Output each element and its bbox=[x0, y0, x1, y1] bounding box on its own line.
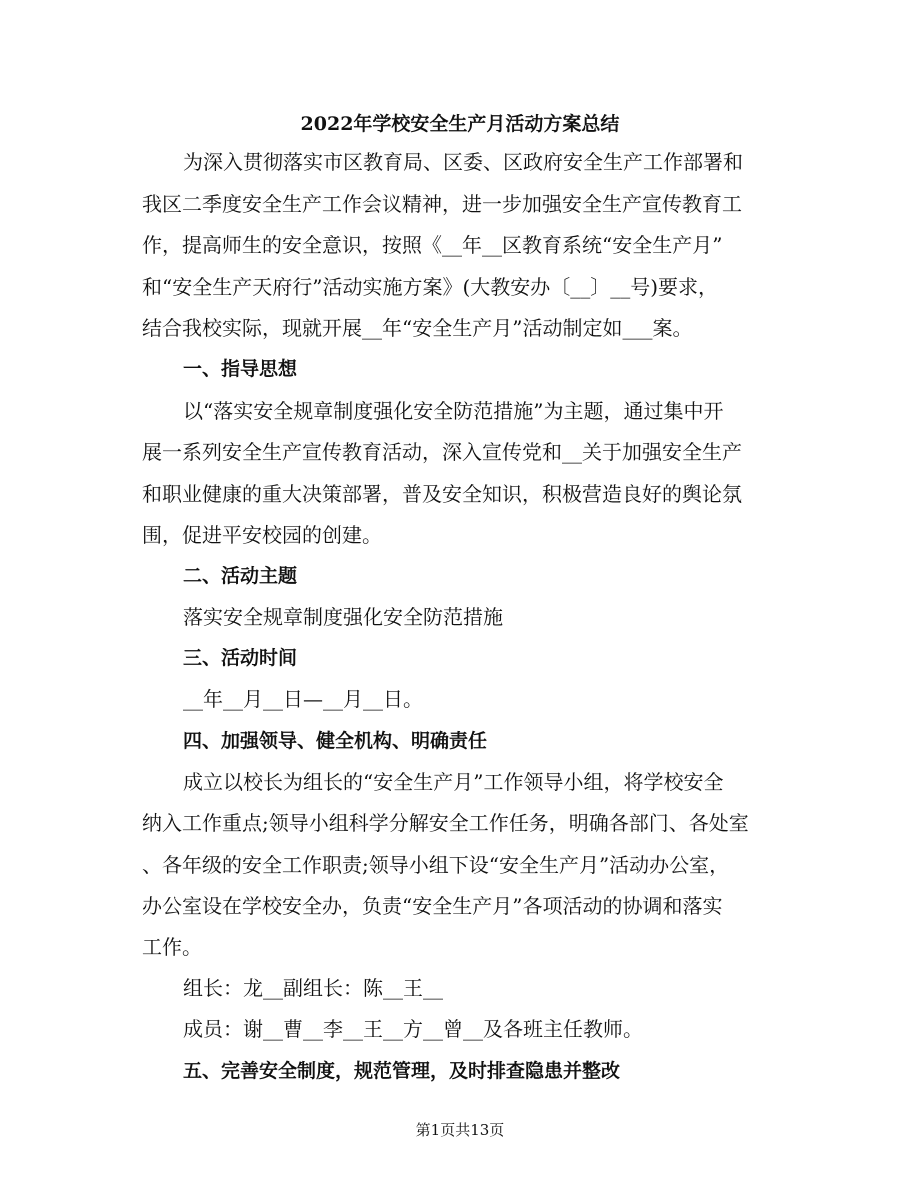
paragraph-line: 结合我校实际，现就开展__年“安全生产月”活动制定如___案。 bbox=[142, 316, 693, 340]
paragraph-line: 展一系列安全生产宣传教育活动，深入宣传党和__关于加强安全生产 bbox=[142, 440, 742, 464]
paragraph-line: 组长：龙__副组长：陈__王__ bbox=[183, 976, 443, 1000]
paragraph-line: 工作。 bbox=[142, 935, 202, 959]
paragraph-line: 和职业健康的重大决策部署，普及安全知识，积极营造良好的舆论氛 bbox=[142, 482, 742, 506]
section-heading: 三、活动时间 bbox=[183, 647, 298, 669]
section-heading: 二、活动主题 bbox=[183, 565, 298, 587]
paragraph-line: __年__月__日—__月__日。 bbox=[183, 687, 423, 711]
section-heading: 五、完善安全制度，规范管理，及时排查隐患并整改 bbox=[183, 1060, 621, 1082]
paragraph-line: 围，促进平安校园的创建。 bbox=[142, 523, 382, 547]
paragraph-line: 成立以校长为组长的“安全生产月”工作领导小组，将学校安全 bbox=[183, 770, 724, 794]
page-number: 第1页共13页 bbox=[415, 1121, 505, 1139]
section-heading: 四、加强领导、健全机构、明确责任 bbox=[183, 730, 488, 752]
document-title: 2022年学校安全生产月活动方案总结 bbox=[300, 113, 620, 135]
paragraph-line: 为深入贯彻落实市区教育局、区委、区政府安全生产工作部署和 bbox=[183, 150, 743, 174]
paragraph-line: 和“安全生产天府行”活动实施方案》(大教安办〔__〕__号)要求， bbox=[142, 275, 719, 299]
paragraph-line: 落实安全规章制度强化安全防范措施 bbox=[183, 605, 503, 629]
paragraph-line: 成员：谢__曹__李__王__方__曾__及各班主任教师。 bbox=[183, 1017, 643, 1041]
paragraph-line: 办公室设在学校安全办，负责“安全生产月”各项活动的协调和落实 bbox=[142, 894, 723, 918]
paragraph-line: 我区二季度安全生产工作会议精神，进一步加强安全生产宣传教育工 bbox=[142, 192, 742, 216]
paragraph-line: 、各年级的安全工作职责;领导小组下设“安全生产月”活动办公室， bbox=[142, 853, 730, 877]
paragraph-line: 纳入工作重点;领导小组科学分解安全工作任务，明确各部门、各处室 bbox=[142, 811, 749, 835]
paragraph-line: 作，提高师生的安全意识，按照《__年__区教育系统“安全生产月” bbox=[142, 233, 723, 257]
paragraph-line: 以“落实安全规章制度强化安全防范措施”为主题，通过集中开 bbox=[183, 399, 724, 423]
section-heading: 一、指导思想 bbox=[183, 358, 298, 380]
